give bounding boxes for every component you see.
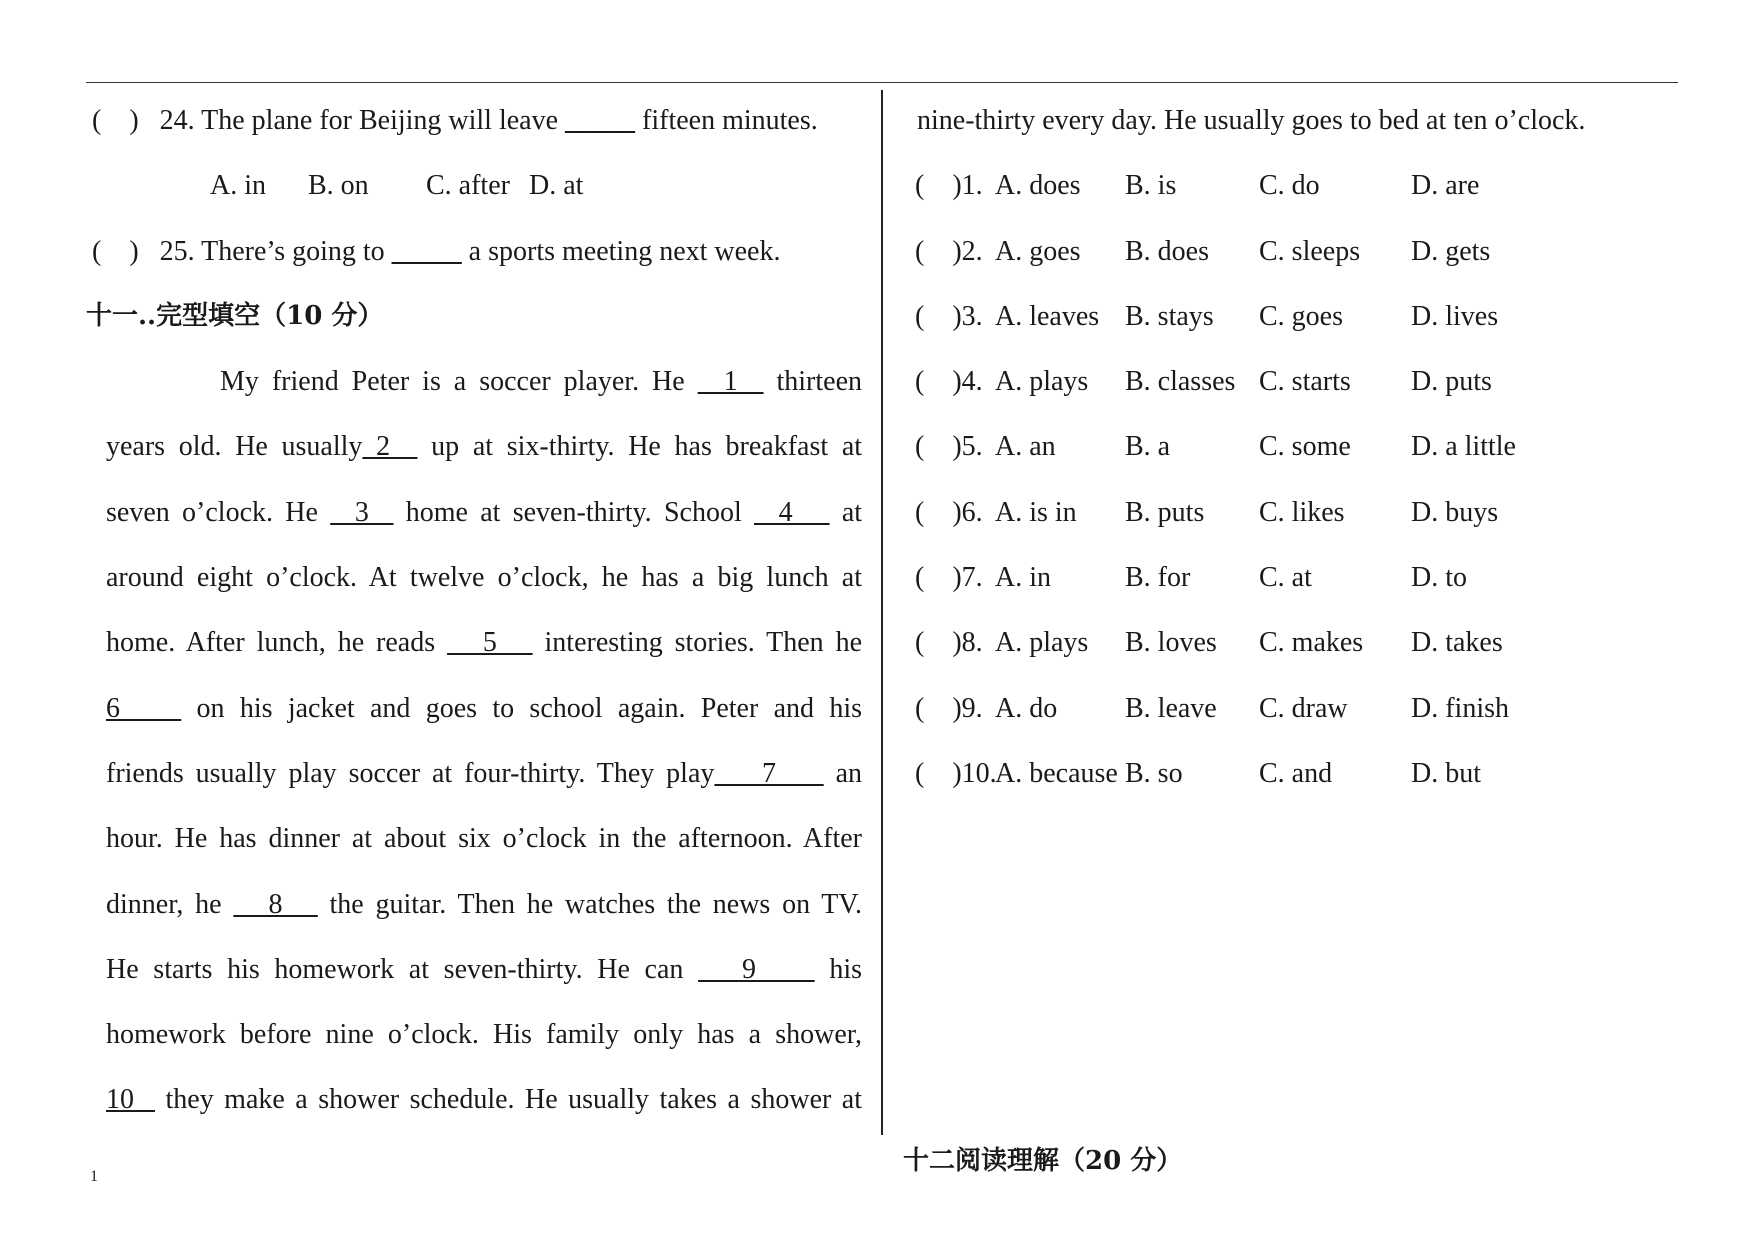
choice-option-a: A. in [995, 562, 1051, 594]
column-divider [881, 90, 883, 1135]
passage-line-4: around eight o’clock. At twelve o’clock, he has a big lunch at [106, 562, 862, 594]
blank-10: 10 [106, 1084, 155, 1116]
choice-option-c: C. at [1259, 562, 1312, 594]
choice-label: ( )5. [915, 431, 983, 463]
choice-option-a: A. plays [995, 366, 1089, 398]
choice-option-d: D. puts [1411, 366, 1492, 398]
passage-line-7: friends usually play soccer at four-thirty. They play 7 an [106, 757, 863, 789]
section-11-title: 十一..完型填空（10 分） [86, 300, 384, 331]
question-tail: fifteen minutes. [642, 105, 818, 136]
choice-label: ( )6. [915, 496, 983, 528]
choice-option-d: D. gets [1411, 235, 1491, 267]
question-24-options [92, 153, 862, 218]
question-tail: a sports meeting next week. [468, 235, 781, 267]
choice-option-b: B. so [1125, 757, 1183, 789]
option-b: B. on [308, 170, 369, 202]
passage-line-8: hour. He has dinner at about six o’clock in the afternoon. After [106, 823, 862, 855]
blank-1: 1 [697, 366, 764, 398]
choice-option-a: A. plays [995, 627, 1089, 659]
passage-line-12: 10 they make a shower schedule. He usually takes a shower at [106, 1084, 863, 1116]
choice-option-b: B. puts [1125, 496, 1205, 528]
choice-label: ( )8. [915, 627, 983, 659]
choice-option-b: B. does [1125, 235, 1209, 267]
choice-option-d: D. takes [1411, 627, 1503, 659]
blank-4: 4 [754, 496, 830, 528]
choice-option-b: B. a [1125, 431, 1171, 463]
choice-question-8 [915, 610, 1715, 675]
choice-question-10 [915, 741, 1715, 806]
question-24 [92, 88, 862, 153]
choice-option-d: D. finish [1411, 692, 1509, 724]
blank-5: 5 [447, 627, 533, 659]
passage-line-1: My friend Peter is a soccer player. He 1 thirteen [220, 366, 863, 398]
choice-question-4 [915, 349, 1715, 414]
choice-option-b: B. classes [1125, 366, 1236, 398]
passage-continuation: nine-thirty every day. He usually goes to bed at ten o’clock. [917, 105, 1586, 136]
choice-option-a: A. is in [995, 496, 1077, 528]
choice-option-c: C. goes [1259, 300, 1343, 332]
question-text: 25. There’s going to [159, 235, 385, 267]
passage-line-11: homework before nine o’clock. His family only has a shower, [106, 1019, 862, 1051]
choice-option-c: C. draw [1259, 692, 1348, 724]
choice-list [915, 153, 1715, 806]
choice-option-c: C. likes [1259, 496, 1345, 528]
left-column [86, 88, 863, 1133]
choice-option-a: A. because [995, 757, 1118, 789]
passage-line-10: He starts his homework at seven-thirty. He can 9 his [106, 953, 862, 985]
choice-question-6 [915, 480, 1715, 545]
choice-option-c: C. sleeps [1259, 235, 1361, 267]
choice-option-c: C. starts [1259, 366, 1351, 398]
choice-option-c: C. some [1259, 431, 1351, 463]
choice-option-c: C. and [1259, 757, 1333, 789]
choice-question-3 [915, 284, 1715, 349]
header-rule [86, 82, 1678, 83]
choice-option-a: A. an [995, 431, 1056, 463]
option-c: C. after [426, 170, 510, 202]
option-a: A. in [210, 170, 266, 202]
question-25 [92, 219, 862, 284]
answer-paren: ( ) [92, 235, 139, 267]
blank-7: 7 [714, 757, 824, 789]
choice-option-a: A. do [995, 692, 1058, 724]
choice-option-d: D. lives [1411, 300, 1499, 332]
choice-option-b: B. leave [1125, 692, 1217, 724]
passage-line-5: home. After lunch, he reads 5 interesting stories. Then he [106, 627, 863, 659]
choice-label: ( )10. [915, 757, 997, 789]
option-d: D. at [529, 170, 584, 202]
choice-option-d: D. but [1411, 757, 1481, 789]
section-12-title: 十二阅读理解（20 分） [903, 1146, 1183, 1176]
choice-option-d: D. are [1411, 170, 1480, 202]
choice-label: ( )3. [915, 300, 983, 332]
choice-question-1 [915, 153, 1715, 218]
passage-line-2: years old. He usually 2 up at six-thirty. He has breakfast at [106, 431, 863, 463]
choice-question-9 [915, 676, 1715, 741]
page-number: 1 [90, 1168, 98, 1185]
choice-option-b: B. loves [1125, 627, 1217, 659]
passage-line-9: dinner, he 8 the guitar. Then he watches the news on TV. [106, 888, 863, 920]
passage-line-3: seven o’clock. He 3 home at seven-thirty. School 4 at [106, 496, 863, 528]
choice-option-b: B. is [1125, 170, 1177, 202]
blank-3: 3 [330, 496, 394, 528]
choice-option-d: D. a little [1411, 431, 1516, 463]
blank-9: 9 [698, 953, 815, 985]
right-column [903, 88, 1715, 1176]
choice-question-5 [915, 414, 1715, 479]
choice-option-d: D. buys [1411, 496, 1499, 528]
passage-line-6: 6 on his jacket and goes to school again. Peter and his [106, 692, 863, 724]
choice-option-c: C. do [1259, 170, 1320, 202]
choice-option-d: D. to [1411, 562, 1467, 594]
choice-question-2 [915, 219, 1715, 284]
question-blank: _____ [565, 105, 636, 136]
blank-2: 2 [362, 431, 418, 463]
choice-label: ( )9. [915, 692, 983, 724]
choice-option-c: C. makes [1259, 627, 1364, 659]
question-blank: _____ [391, 235, 462, 267]
choice-option-b: B. stays [1125, 300, 1214, 332]
choice-option-a: A. goes [995, 235, 1081, 267]
choice-label: ( )1. [915, 170, 983, 202]
choice-label: ( )2. [915, 235, 983, 267]
choice-option-a: A. does [995, 170, 1081, 202]
choice-option-b: B. for [1125, 562, 1191, 594]
choice-label: ( )7. [915, 562, 983, 594]
choice-label: ( )4. [915, 366, 983, 398]
question-text: 24. The plane for Beijing will leave [159, 105, 559, 136]
choice-option-a: A. leaves [995, 300, 1100, 332]
answer-paren: ( ) [92, 105, 139, 136]
choice-question-7 [915, 545, 1715, 610]
blank-6: 6 [106, 692, 182, 724]
blank-8: 8 [233, 888, 318, 920]
